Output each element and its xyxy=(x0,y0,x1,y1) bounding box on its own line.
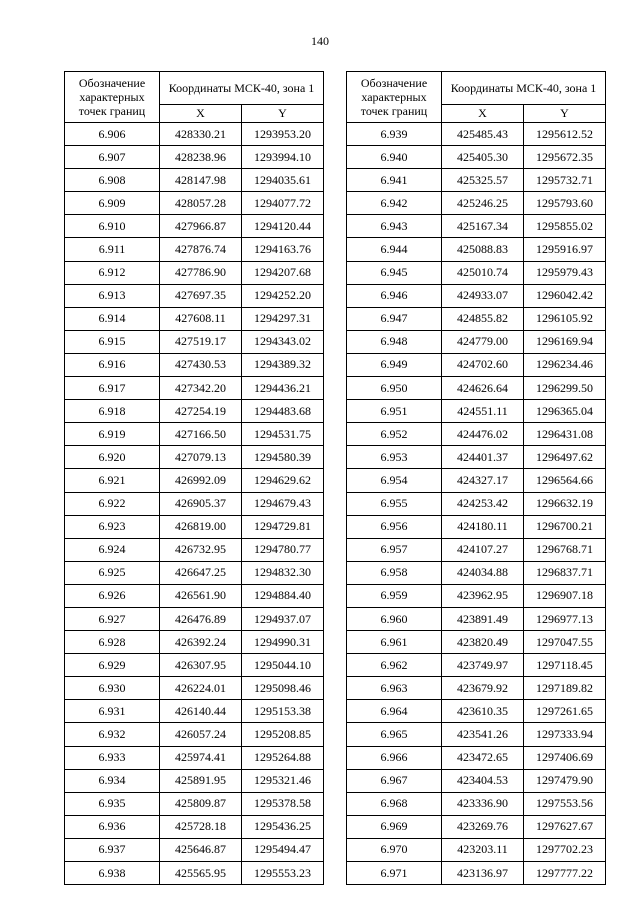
point-id-cell: 6.907 xyxy=(65,146,160,169)
x-coordinate-cell: 424476.02 xyxy=(442,423,524,446)
y-coordinate-cell: 1296564.66 xyxy=(524,469,606,492)
table-row xyxy=(347,469,606,492)
y-coordinate-cell: 1294207.68 xyxy=(242,261,324,284)
y-coordinate-cell: 1294389.32 xyxy=(242,353,324,376)
table-row xyxy=(65,123,324,146)
y-coordinate-cell: 1294884.40 xyxy=(242,584,324,607)
point-id-cell: 6.951 xyxy=(347,400,442,423)
table-row xyxy=(65,677,324,700)
x-coordinate-cell: 425167.34 xyxy=(442,215,524,238)
table-row xyxy=(347,723,606,746)
point-id-cell: 6.922 xyxy=(65,492,160,515)
x-coordinate-cell: 423136.97 xyxy=(442,862,524,885)
table-row xyxy=(347,261,606,284)
table-row xyxy=(65,538,324,561)
y-coordinate-cell: 1295732.71 xyxy=(524,169,606,192)
x-coordinate-cell: 423404.53 xyxy=(442,769,524,792)
table-row xyxy=(65,492,324,515)
y-coordinate-cell: 1295612.52 xyxy=(524,123,606,146)
x-coordinate-cell: 427786.90 xyxy=(160,261,242,284)
x-coordinate-cell: 423610.35 xyxy=(442,700,524,723)
y-coordinate-cell: 1295208.85 xyxy=(242,723,324,746)
y-coordinate-cell: 1294252.20 xyxy=(242,284,324,307)
x-coordinate-cell: 427342.20 xyxy=(160,377,242,400)
coordinates-table-right xyxy=(346,71,606,885)
x-coordinate-cell: 423269.76 xyxy=(442,815,524,838)
x-coordinate-cell: 424626.64 xyxy=(442,377,524,400)
y-coordinate-cell: 1296169.94 xyxy=(524,330,606,353)
table-row xyxy=(65,631,324,654)
table-row xyxy=(347,792,606,815)
y-coordinate-cell: 1297189.82 xyxy=(524,677,606,700)
point-id-cell: 6.943 xyxy=(347,215,442,238)
point-id-cell: 6.942 xyxy=(347,192,442,215)
x-coordinate-cell: 427608.11 xyxy=(160,307,242,330)
point-id-cell: 6.957 xyxy=(347,538,442,561)
x-coordinate-cell: 423891.49 xyxy=(442,607,524,630)
table-row xyxy=(65,423,324,446)
point-id-cell: 6.910 xyxy=(65,215,160,238)
table-row xyxy=(65,238,324,261)
point-id-cell: 6.959 xyxy=(347,584,442,607)
point-id-cell: 6.952 xyxy=(347,423,442,446)
table-body-right xyxy=(347,123,606,885)
y-coordinate-cell: 1294077.72 xyxy=(242,192,324,215)
y-coordinate-cell: 1294436.21 xyxy=(242,377,324,400)
table-row xyxy=(347,492,606,515)
header-point-designation: Обозначение характерных точек границ xyxy=(65,72,160,123)
x-coordinate-cell: 425325.57 xyxy=(442,169,524,192)
x-coordinate-cell: 426392.24 xyxy=(160,631,242,654)
x-coordinate-cell: 423962.95 xyxy=(442,584,524,607)
table-row xyxy=(347,169,606,192)
x-coordinate-cell: 428238.96 xyxy=(160,146,242,169)
table-row xyxy=(65,769,324,792)
x-coordinate-cell: 427254.19 xyxy=(160,400,242,423)
table-row xyxy=(347,353,606,376)
table-row xyxy=(65,723,324,746)
y-coordinate-cell: 1297479.90 xyxy=(524,769,606,792)
table-row xyxy=(347,677,606,700)
y-coordinate-cell: 1295264.88 xyxy=(242,746,324,769)
point-id-cell: 6.965 xyxy=(347,723,442,746)
point-id-cell: 6.923 xyxy=(65,515,160,538)
x-coordinate-cell: 425728.18 xyxy=(160,815,242,838)
x-coordinate-cell: 425485.43 xyxy=(442,123,524,146)
point-id-cell: 6.935 xyxy=(65,792,160,815)
point-id-cell: 6.912 xyxy=(65,261,160,284)
header-x: X xyxy=(442,105,524,123)
table-row xyxy=(65,261,324,284)
point-id-cell: 6.947 xyxy=(347,307,442,330)
point-id-cell: 6.944 xyxy=(347,238,442,261)
point-id-cell: 6.933 xyxy=(65,746,160,769)
point-id-cell: 6.971 xyxy=(347,862,442,885)
point-id-cell: 6.937 xyxy=(65,838,160,861)
point-id-cell: 6.925 xyxy=(65,561,160,584)
x-coordinate-cell: 428057.28 xyxy=(160,192,242,215)
table-row xyxy=(65,192,324,215)
header-coordinates-group: Координаты МСК-40, зона 1 xyxy=(160,72,324,105)
y-coordinate-cell: 1296431.08 xyxy=(524,423,606,446)
y-coordinate-cell: 1294163.76 xyxy=(242,238,324,261)
y-coordinate-cell: 1296977.13 xyxy=(524,607,606,630)
table-row xyxy=(347,192,606,215)
point-id-cell: 6.960 xyxy=(347,607,442,630)
table-row xyxy=(347,584,606,607)
x-coordinate-cell: 427519.17 xyxy=(160,330,242,353)
x-coordinate-cell: 423541.26 xyxy=(442,723,524,746)
x-coordinate-cell: 423336.90 xyxy=(442,792,524,815)
x-coordinate-cell: 424933.07 xyxy=(442,284,524,307)
table-body-left xyxy=(65,123,324,885)
x-coordinate-cell: 423820.49 xyxy=(442,631,524,654)
point-id-cell: 6.961 xyxy=(347,631,442,654)
x-coordinate-cell: 423749.97 xyxy=(442,654,524,677)
header-x: X xyxy=(160,105,242,123)
table-row xyxy=(65,330,324,353)
x-coordinate-cell: 426561.90 xyxy=(160,584,242,607)
header-point-designation: Обозначение характерных точек границ xyxy=(347,72,442,123)
y-coordinate-cell: 1297333.94 xyxy=(524,723,606,746)
y-coordinate-cell: 1295378.58 xyxy=(242,792,324,815)
point-id-cell: 6.964 xyxy=(347,700,442,723)
point-id-cell: 6.940 xyxy=(347,146,442,169)
point-id-cell: 6.906 xyxy=(65,123,160,146)
header-y: Y xyxy=(242,105,324,123)
table-row xyxy=(65,607,324,630)
coordinates-table-left xyxy=(64,71,324,885)
y-coordinate-cell: 1293953.20 xyxy=(242,123,324,146)
point-id-cell: 6.921 xyxy=(65,469,160,492)
y-coordinate-cell: 1297627.67 xyxy=(524,815,606,838)
point-id-cell: 6.920 xyxy=(65,446,160,469)
point-id-cell: 6.950 xyxy=(347,377,442,400)
x-coordinate-cell: 424034.88 xyxy=(442,561,524,584)
y-coordinate-cell: 1295916.97 xyxy=(524,238,606,261)
point-id-cell: 6.932 xyxy=(65,723,160,746)
y-coordinate-cell: 1294343.02 xyxy=(242,330,324,353)
point-id-cell: 6.945 xyxy=(347,261,442,284)
table-row xyxy=(347,838,606,861)
y-coordinate-cell: 1295321.46 xyxy=(242,769,324,792)
table-row xyxy=(65,377,324,400)
y-coordinate-cell: 1295979.43 xyxy=(524,261,606,284)
x-coordinate-cell: 425565.95 xyxy=(160,862,242,885)
y-coordinate-cell: 1297406.69 xyxy=(524,746,606,769)
y-coordinate-cell: 1295672.35 xyxy=(524,146,606,169)
table-row xyxy=(65,815,324,838)
x-coordinate-cell: 425088.83 xyxy=(442,238,524,261)
point-id-cell: 6.969 xyxy=(347,815,442,838)
table-row xyxy=(347,654,606,677)
table-row xyxy=(347,862,606,885)
table-row xyxy=(347,123,606,146)
table-row xyxy=(65,792,324,815)
table-row xyxy=(347,146,606,169)
y-coordinate-cell: 1296042.42 xyxy=(524,284,606,307)
x-coordinate-cell: 427876.74 xyxy=(160,238,242,261)
x-coordinate-cell: 426224.01 xyxy=(160,677,242,700)
point-id-cell: 6.924 xyxy=(65,538,160,561)
y-coordinate-cell: 1294035.61 xyxy=(242,169,324,192)
x-coordinate-cell: 424327.17 xyxy=(442,469,524,492)
y-coordinate-cell: 1294937.07 xyxy=(242,607,324,630)
y-coordinate-cell: 1294729.81 xyxy=(242,515,324,538)
table-row xyxy=(65,561,324,584)
table-row xyxy=(347,215,606,238)
header-y: Y xyxy=(524,105,606,123)
y-coordinate-cell: 1297118.45 xyxy=(524,654,606,677)
x-coordinate-cell: 427430.53 xyxy=(160,353,242,376)
x-coordinate-cell: 427079.13 xyxy=(160,446,242,469)
x-coordinate-cell: 423472.65 xyxy=(442,746,524,769)
table-row xyxy=(347,769,606,792)
x-coordinate-cell: 425405.30 xyxy=(442,146,524,169)
x-coordinate-cell: 425646.87 xyxy=(160,838,242,861)
table-row xyxy=(65,515,324,538)
point-id-cell: 6.915 xyxy=(65,330,160,353)
y-coordinate-cell: 1295153.38 xyxy=(242,700,324,723)
y-coordinate-cell: 1294679.43 xyxy=(242,492,324,515)
y-coordinate-cell: 1296234.46 xyxy=(524,353,606,376)
y-coordinate-cell: 1297553.56 xyxy=(524,792,606,815)
y-coordinate-cell: 1295098.46 xyxy=(242,677,324,700)
x-coordinate-cell: 426647.25 xyxy=(160,561,242,584)
y-coordinate-cell: 1297261.65 xyxy=(524,700,606,723)
y-coordinate-cell: 1294531.75 xyxy=(242,423,324,446)
table-row xyxy=(347,538,606,561)
y-coordinate-cell: 1294120.44 xyxy=(242,215,324,238)
x-coordinate-cell: 425891.95 xyxy=(160,769,242,792)
y-coordinate-cell: 1297777.22 xyxy=(524,862,606,885)
x-coordinate-cell: 424855.82 xyxy=(442,307,524,330)
x-coordinate-cell: 426057.24 xyxy=(160,723,242,746)
point-id-cell: 6.916 xyxy=(65,353,160,376)
point-id-cell: 6.913 xyxy=(65,284,160,307)
point-id-cell: 6.926 xyxy=(65,584,160,607)
table-row xyxy=(347,238,606,261)
table-row xyxy=(65,353,324,376)
point-id-cell: 6.967 xyxy=(347,769,442,792)
x-coordinate-cell: 426476.89 xyxy=(160,607,242,630)
y-coordinate-cell: 1295793.60 xyxy=(524,192,606,215)
table-row xyxy=(65,469,324,492)
table-row xyxy=(65,654,324,677)
table-row xyxy=(65,746,324,769)
table-row xyxy=(347,561,606,584)
table-row xyxy=(347,307,606,330)
table-row xyxy=(347,700,606,723)
table-row xyxy=(347,515,606,538)
y-coordinate-cell: 1294580.39 xyxy=(242,446,324,469)
point-id-cell: 6.954 xyxy=(347,469,442,492)
point-id-cell: 6.966 xyxy=(347,746,442,769)
y-coordinate-cell: 1293994.10 xyxy=(242,146,324,169)
table-row xyxy=(347,377,606,400)
y-coordinate-cell: 1294483.68 xyxy=(242,400,324,423)
x-coordinate-cell: 423679.92 xyxy=(442,677,524,700)
table-row xyxy=(347,423,606,446)
x-coordinate-cell: 426140.44 xyxy=(160,700,242,723)
x-coordinate-cell: 424401.37 xyxy=(442,446,524,469)
x-coordinate-cell: 424180.11 xyxy=(442,515,524,538)
y-coordinate-cell: 1296700.21 xyxy=(524,515,606,538)
table-row xyxy=(65,700,324,723)
y-coordinate-cell: 1294990.31 xyxy=(242,631,324,654)
x-coordinate-cell: 427966.87 xyxy=(160,215,242,238)
y-coordinate-cell: 1296299.50 xyxy=(524,377,606,400)
y-coordinate-cell: 1296105.92 xyxy=(524,307,606,330)
point-id-cell: 6.953 xyxy=(347,446,442,469)
table-row xyxy=(65,584,324,607)
point-id-cell: 6.958 xyxy=(347,561,442,584)
point-id-cell: 6.963 xyxy=(347,677,442,700)
x-coordinate-cell: 427697.35 xyxy=(160,284,242,307)
point-id-cell: 6.946 xyxy=(347,284,442,307)
point-id-cell: 6.948 xyxy=(347,330,442,353)
x-coordinate-cell: 425010.74 xyxy=(442,261,524,284)
y-coordinate-cell: 1297702.23 xyxy=(524,838,606,861)
x-coordinate-cell: 424779.00 xyxy=(442,330,524,353)
x-coordinate-cell: 426307.95 xyxy=(160,654,242,677)
table-row xyxy=(65,146,324,169)
point-id-cell: 6.931 xyxy=(65,700,160,723)
x-coordinate-cell: 426992.09 xyxy=(160,469,242,492)
point-id-cell: 6.911 xyxy=(65,238,160,261)
point-id-cell: 6.968 xyxy=(347,792,442,815)
point-id-cell: 6.970 xyxy=(347,838,442,861)
y-coordinate-cell: 1295553.23 xyxy=(242,862,324,885)
table-row xyxy=(347,400,606,423)
y-coordinate-cell: 1294629.62 xyxy=(242,469,324,492)
y-coordinate-cell: 1296365.04 xyxy=(524,400,606,423)
point-id-cell: 6.917 xyxy=(65,377,160,400)
x-coordinate-cell: 424702.60 xyxy=(442,353,524,376)
y-coordinate-cell: 1296632.19 xyxy=(524,492,606,515)
point-id-cell: 6.938 xyxy=(65,862,160,885)
y-coordinate-cell: 1295494.47 xyxy=(242,838,324,861)
x-coordinate-cell: 425809.87 xyxy=(160,792,242,815)
point-id-cell: 6.919 xyxy=(65,423,160,446)
point-id-cell: 6.939 xyxy=(347,123,442,146)
page-number: 140 xyxy=(311,34,329,48)
y-coordinate-cell: 1294832.30 xyxy=(242,561,324,584)
x-coordinate-cell: 428330.21 xyxy=(160,123,242,146)
point-id-cell: 6.956 xyxy=(347,515,442,538)
x-coordinate-cell: 426732.95 xyxy=(160,538,242,561)
y-coordinate-cell: 1296837.71 xyxy=(524,561,606,584)
point-id-cell: 6.941 xyxy=(347,169,442,192)
table-row xyxy=(65,400,324,423)
x-coordinate-cell: 423203.11 xyxy=(442,838,524,861)
table-row xyxy=(347,607,606,630)
point-id-cell: 6.929 xyxy=(65,654,160,677)
y-coordinate-cell: 1296907.18 xyxy=(524,584,606,607)
x-coordinate-cell: 426905.37 xyxy=(160,492,242,515)
table-row xyxy=(65,862,324,885)
header-coordinates-group: Координаты МСК-40, зона 1 xyxy=(442,72,606,105)
table-row xyxy=(65,215,324,238)
point-id-cell: 6.936 xyxy=(65,815,160,838)
table-row xyxy=(65,169,324,192)
table-row xyxy=(347,446,606,469)
point-id-cell: 6.949 xyxy=(347,353,442,376)
x-coordinate-cell: 425974.41 xyxy=(160,746,242,769)
point-id-cell: 6.914 xyxy=(65,307,160,330)
table-row xyxy=(347,284,606,307)
table-row xyxy=(347,815,606,838)
point-id-cell: 6.918 xyxy=(65,400,160,423)
table-row xyxy=(65,446,324,469)
point-id-cell: 6.908 xyxy=(65,169,160,192)
point-id-cell: 6.930 xyxy=(65,677,160,700)
x-coordinate-cell: 424253.42 xyxy=(442,492,524,515)
table-row xyxy=(347,330,606,353)
x-coordinate-cell: 428147.98 xyxy=(160,169,242,192)
table-row xyxy=(347,631,606,654)
y-coordinate-cell: 1295436.25 xyxy=(242,815,324,838)
y-coordinate-cell: 1294780.77 xyxy=(242,538,324,561)
y-coordinate-cell: 1297047.55 xyxy=(524,631,606,654)
y-coordinate-cell: 1294297.31 xyxy=(242,307,324,330)
table-row xyxy=(347,746,606,769)
x-coordinate-cell: 426819.00 xyxy=(160,515,242,538)
y-coordinate-cell: 1296497.62 xyxy=(524,446,606,469)
point-id-cell: 6.962 xyxy=(347,654,442,677)
y-coordinate-cell: 1296768.71 xyxy=(524,538,606,561)
point-id-cell: 6.955 xyxy=(347,492,442,515)
table-row xyxy=(65,307,324,330)
x-coordinate-cell: 424551.11 xyxy=(442,400,524,423)
point-id-cell: 6.934 xyxy=(65,769,160,792)
x-coordinate-cell: 427166.50 xyxy=(160,423,242,446)
table-row xyxy=(65,284,324,307)
table-row xyxy=(65,838,324,861)
x-coordinate-cell: 425246.25 xyxy=(442,192,524,215)
x-coordinate-cell: 424107.27 xyxy=(442,538,524,561)
point-id-cell: 6.927 xyxy=(65,607,160,630)
point-id-cell: 6.909 xyxy=(65,192,160,215)
y-coordinate-cell: 1295044.10 xyxy=(242,654,324,677)
y-coordinate-cell: 1295855.02 xyxy=(524,215,606,238)
point-id-cell: 6.928 xyxy=(65,631,160,654)
